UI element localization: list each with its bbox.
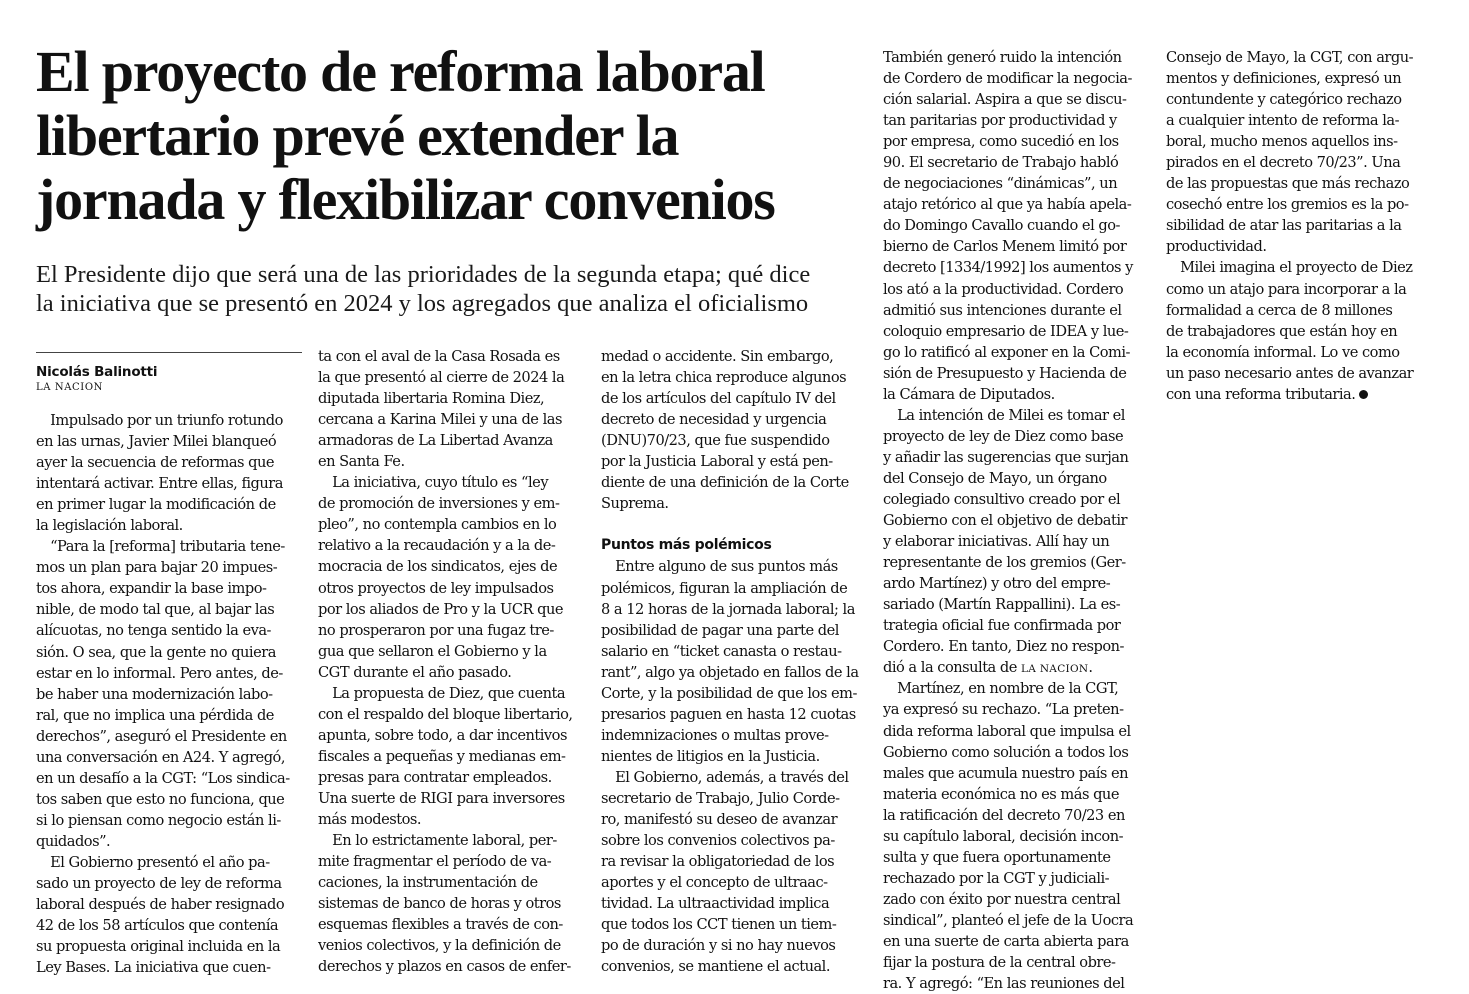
text-line: ya expresó su rechazo. “La preten-	[883, 701, 1124, 719]
text-fragment: dió a la consulta de	[883, 659, 1022, 677]
text-line: contundente y categórico rechazo	[1166, 91, 1402, 109]
text-line: la ratificación del decreto 70/23 en	[883, 806, 1125, 824]
text-line: pirados en el decreto 70/23”. Una	[1166, 154, 1401, 172]
text-line: por los aliados de Pro y la UCR que	[318, 600, 564, 618]
text-line: dida reforma laboral que impulsa el	[883, 722, 1131, 740]
text-line: rant”, algo ya objetado en fallos de la	[601, 663, 859, 681]
text-line: bierno de Carlos Menem limitó por	[883, 238, 1127, 256]
text-line: CGT durante el año pasado.	[318, 663, 512, 681]
text-line: productividad.	[1166, 238, 1267, 256]
text-line: diente de una definición de la Corte	[601, 474, 849, 492]
text-line: ro, manifestó su deseo de avanzar	[601, 811, 838, 829]
text-line: de los artículos del capítulo IV del	[601, 390, 836, 408]
text-line: ardo Martínez) y otro del empre-	[883, 575, 1111, 593]
text-line: un paso necesario antes de avanzar	[1166, 364, 1414, 382]
text-line: la que presentó al cierre de 2024 la	[318, 369, 565, 387]
text-block	[36, 410, 302, 978]
text-line: (DNU)70/23, que fue suspendido	[601, 432, 830, 450]
text-line: armadoras de La Libertad Avanza	[318, 432, 553, 450]
text-line: be haber una modernización labo-	[36, 685, 273, 703]
text-line: a cualquier intento de reforma la-	[1166, 112, 1400, 130]
text-line: presas para contratar empleados.	[318, 768, 552, 786]
text-line: posibilidad de pagar una parte del	[601, 621, 839, 639]
text-line: Impulsado por un triunfo rotundo	[36, 412, 283, 429]
text-line: diputada libertaria Romina Diez,	[318, 390, 545, 408]
text-block	[601, 346, 869, 514]
text-line: no prosperaron por una fugaz tre-	[318, 621, 554, 639]
text-line: gua que sellaron el Gobierno y la	[318, 642, 547, 660]
text-line: boral, mucho menos aquellos ins-	[1166, 133, 1398, 151]
text-block	[883, 678, 1151, 994]
text-line: Ley Bases. La iniciativa que cuen-	[36, 959, 271, 977]
text-line: tos saben que esto no funciona, que	[36, 790, 285, 808]
text-line: su propuesta original incluida en la	[36, 938, 281, 956]
text-line: ral, que no implica una pérdida de	[36, 706, 274, 724]
text-line: estar en lo informal. Pero antes, de-	[36, 664, 283, 682]
text-line: 42 de los 58 artículos que contenía	[36, 917, 279, 935]
text-line: como un atajo para incorporar a la	[1166, 280, 1407, 298]
text-line: tos ahora, expandir la base impo-	[36, 580, 267, 598]
text-line: medad o accidente. Sin embargo,	[601, 348, 834, 365]
text-line: sistemas de banco de horas y otros	[318, 895, 561, 913]
text-line: colegiado consultivo creado por el	[883, 490, 1121, 508]
article-column-1	[36, 410, 302, 978]
text-line: por la Justicia Laboral y está pen-	[601, 453, 833, 471]
text-line: formalidad a cerca de 8 millones	[1166, 301, 1393, 319]
text-line: Milei imagina el proyecto de Diez	[1166, 259, 1413, 277]
text-line: Entre alguno de sus puntos más	[601, 558, 838, 576]
text-line: si lo piensan como negocio están li-	[36, 811, 281, 829]
text-line: La iniciativa, cuyo título es “ley	[318, 474, 549, 492]
text-line: fijar la postura de la central obre-	[883, 954, 1116, 972]
text-line: los ató a la productividad. Cordero	[883, 280, 1124, 298]
text-line: ta con el aval de la Casa Rosada es	[318, 348, 560, 365]
text-line: más modestos.	[318, 811, 422, 829]
text-line: la legislación laboral.	[36, 517, 183, 535]
text-line: otros proyectos de ley impulsados	[318, 579, 554, 597]
text-line: de promoción de inversiones y em-	[318, 495, 560, 513]
text-line: en una suerte de carta abierta para	[883, 932, 1129, 950]
text-line: de Cordero de modificar la negocia-	[883, 70, 1132, 88]
section-subheading: Puntos más polémicos	[601, 537, 772, 554]
text-line: mos un plan para bajar 20 impues-	[36, 559, 278, 577]
text-line: go lo ratificó al exponer en la Comi-	[883, 343, 1130, 361]
spacer-line	[601, 514, 869, 535]
text-line: de las propuestas que más rechazo	[1166, 175, 1410, 193]
text-line: salario en “ticket canasta o restau-	[601, 642, 842, 660]
text-line: sariado (Martín Rappallini). La es-	[883, 596, 1121, 614]
text-line: en las urnas, Javier Milei blanqueó	[36, 433, 277, 451]
text-line: mocracia de los sindicatos, ejes de	[318, 558, 558, 576]
end-of-article-icon	[1359, 390, 1368, 399]
text-line: indemnizaciones o multas prove-	[601, 726, 829, 744]
text-line: apunta, sobre todo, a dar incentivos	[318, 726, 567, 744]
text-line: Cordero. En tanto, Diez no respon-	[883, 638, 1124, 656]
subheadline-line: El Presidente dijo que será una de las prioridades de la segunda etapa; qué dice	[36, 261, 811, 288]
text-line: intentará activar. Entre ellas, figura	[36, 475, 283, 493]
text-line: de trabajadores que están hoy en	[1166, 322, 1398, 340]
text-line: representante de los gremios (Ger-	[883, 554, 1126, 572]
outlet-inline: LA NACION	[1021, 663, 1089, 676]
text-line: en primer lugar la modificación de	[36, 496, 276, 514]
text-line: sindical”, planteó el jefe de la Uocra	[883, 911, 1134, 929]
text-line: cosechó entre los gremios es la po-	[1166, 196, 1409, 214]
text-line: El Gobierno presentó el año pa-	[36, 853, 270, 871]
text-line: por empresa, como sucedió en los	[883, 133, 1119, 151]
text-line: proyecto de ley de Diez como base	[883, 427, 1124, 445]
author-name: Nicolás Balinotti	[36, 364, 158, 380]
text-line: la Cámara de Diputados.	[883, 385, 1055, 403]
text-line: y elaborar iniciativas. Allí hay un	[883, 533, 1110, 551]
text-line: sión de Presupuesto y Hacienda de	[883, 364, 1127, 382]
text-line: Corte, y la posibilidad de que los em-	[601, 684, 857, 702]
text-line: zado con éxito por nuestra central	[883, 890, 1121, 908]
text-line: coloquio empresario de IDEA y lue-	[883, 322, 1129, 340]
text-line: laboral después de haber resignado	[36, 896, 285, 914]
text-line: nientes de litigios en la Justicia.	[601, 747, 820, 765]
text-line: 8 a 12 horas de la jornada laboral; la	[601, 600, 855, 618]
text-line: alícuotas, no tenga sentido la eva-	[36, 622, 271, 640]
text-line: sión. O sea, que la gente no quiera	[36, 643, 276, 661]
article-column-2	[318, 346, 586, 977]
text-line: decreto de necesidad y urgencia	[601, 411, 827, 429]
text-line: su capítulo laboral, decisión incon-	[883, 827, 1124, 845]
text-line: atajo retórico al que ya había apela-	[883, 196, 1132, 214]
text-line: pleo”, no contempla cambios en lo	[318, 516, 557, 534]
text-line: trategia oficial fue confirmada por	[883, 617, 1121, 635]
text-line: la economía informal. Lo ve como	[1166, 343, 1400, 361]
text-line: tan paritarias por productividad y	[883, 112, 1117, 130]
text-line: materia económica no es más que	[883, 785, 1119, 803]
text-line: También generó ruido la intención	[883, 49, 1122, 66]
text-line: Una suerte de RIGI para inversores	[318, 789, 565, 807]
text-line: do Domingo Cavallo cuando el go-	[883, 217, 1120, 235]
text-line: Suprema.	[601, 495, 669, 513]
text-line: derechos y plazos en casos de enfer-	[318, 958, 571, 976]
text-line: polémicos, figuran la ampliación de	[601, 579, 848, 597]
text-block	[318, 346, 586, 977]
text-line: en un desafío a la CGT: “Los sindica-	[36, 769, 290, 787]
text-line: y añadir las sugerencias que surjan	[883, 448, 1129, 466]
text-line: po de duración y si no hay nuevos	[601, 937, 836, 955]
text-line: Consejo de Mayo, la CGT, con argu-	[1166, 49, 1414, 66]
text-line: decreto [1334/1992] los aumentos y	[883, 259, 1133, 277]
text-line: La intención de Milei es tomar el	[883, 406, 1125, 424]
text-line: ra revisar la obligatoriedad de los	[601, 853, 835, 871]
text-line: que todos los CCT tienen un tiem-	[601, 916, 837, 934]
text-line: tividad. La ultraactividad implica	[601, 895, 830, 913]
headline-line: jornada y flexibilizar convenios	[36, 167, 775, 232]
text-line: mentos y definiciones, expresó un	[1166, 70, 1402, 88]
text-line: en la letra chica reproduce algunos	[601, 369, 847, 387]
text-line: males que acumula nuestro país en	[883, 764, 1129, 782]
text-line: presarios paguen en hasta 12 cuotas	[601, 705, 856, 723]
article-column-3	[601, 346, 869, 977]
text-line: mite fragmentar el período de va-	[318, 853, 552, 871]
text-line: Gobierno como solución a todos los	[883, 743, 1129, 761]
text-line: sulta y que fuera oportunamente	[883, 848, 1111, 866]
text-line: caciones, la instrumentación de	[318, 874, 538, 892]
outlet-name: LA NACION	[36, 382, 103, 393]
text-line: aportes y el concepto de ultraac-	[601, 874, 828, 892]
text-line: con el respaldo del bloque libertario,	[318, 705, 573, 723]
text-line: cercana a Karina Milei y una de las	[318, 411, 562, 429]
text-line: venios colectivos, y la definición de	[318, 937, 561, 955]
text-line: de negociaciones “dinámicas”, un	[883, 175, 1118, 193]
text-line: quidados”.	[36, 832, 111, 850]
headline-line: libertario prevé extender la	[36, 103, 679, 168]
text-block	[1166, 47, 1434, 384]
subheadline	[36, 260, 866, 318]
text-line	[1166, 384, 1434, 405]
text-line: del Consejo de Mayo, un órgano	[883, 469, 1107, 487]
text-line: dió a la consulta de LA NACION.	[883, 659, 1093, 677]
text-line: fiscales a pequeñas y medianas em-	[318, 747, 566, 765]
text-line: En lo estrictamente laboral, per-	[318, 832, 557, 850]
text-line: admitió sus intenciones durante el	[883, 301, 1122, 319]
text-fragment: con una reforma tributaria.	[1166, 385, 1356, 403]
text-line: Gobierno con el objetivo de debatir	[883, 512, 1127, 530]
text-line: derechos”, aseguró el Presidente en	[36, 727, 287, 745]
text-line: en Santa Fe.	[318, 453, 405, 471]
text-line: ayer la secuencia de reformas que	[36, 454, 275, 472]
text-line: sibilidad de atar las paritarias a la	[1166, 217, 1402, 235]
text-line: secretario de Trabajo, Julio Corde-	[601, 789, 840, 807]
text-line: 90. El secretario de Trabajo habló	[883, 154, 1119, 172]
text-line: una conversación en A24. Y agregó,	[36, 748, 285, 766]
text-block	[883, 47, 1151, 657]
article-column-4	[883, 47, 1151, 994]
text-line: convenios, se mantiene el actual.	[601, 958, 830, 976]
subheadline-line: la iniciativa que se presentó en 2024 y los agregados que analiza el oficialismo	[36, 290, 809, 317]
text-line: sado un proyecto de ley de reforma	[36, 875, 282, 893]
byline	[36, 352, 302, 395]
text-line: esquemas flexibles a través de con-	[318, 916, 563, 934]
text-line: relativo a la recaudación y a la de-	[318, 537, 556, 555]
text-line: nible, de modo tal que, al bajar las	[36, 601, 275, 619]
text-line: Martínez, en nombre de la CGT,	[883, 680, 1119, 698]
text-line: rechazado por la CGT y judiciali-	[883, 869, 1110, 887]
text-line: La propuesta de Diez, que cuenta	[318, 684, 566, 702]
text-line: ra. Y agregó: “En las reuniones del	[883, 975, 1125, 993]
text-line: El Gobierno, además, a través del	[601, 768, 849, 786]
text-line: sobre los convenios colectivos pa-	[601, 832, 835, 850]
article-column-5	[1166, 47, 1434, 405]
headline	[36, 40, 856, 232]
text-block	[601, 556, 869, 977]
text-line: ción salarial. Aspira a que se discu-	[883, 91, 1127, 109]
text-line: “Para la [reforma] tributaria tene-	[36, 538, 285, 556]
headline-line: El proyecto de reforma laboral	[36, 39, 765, 104]
